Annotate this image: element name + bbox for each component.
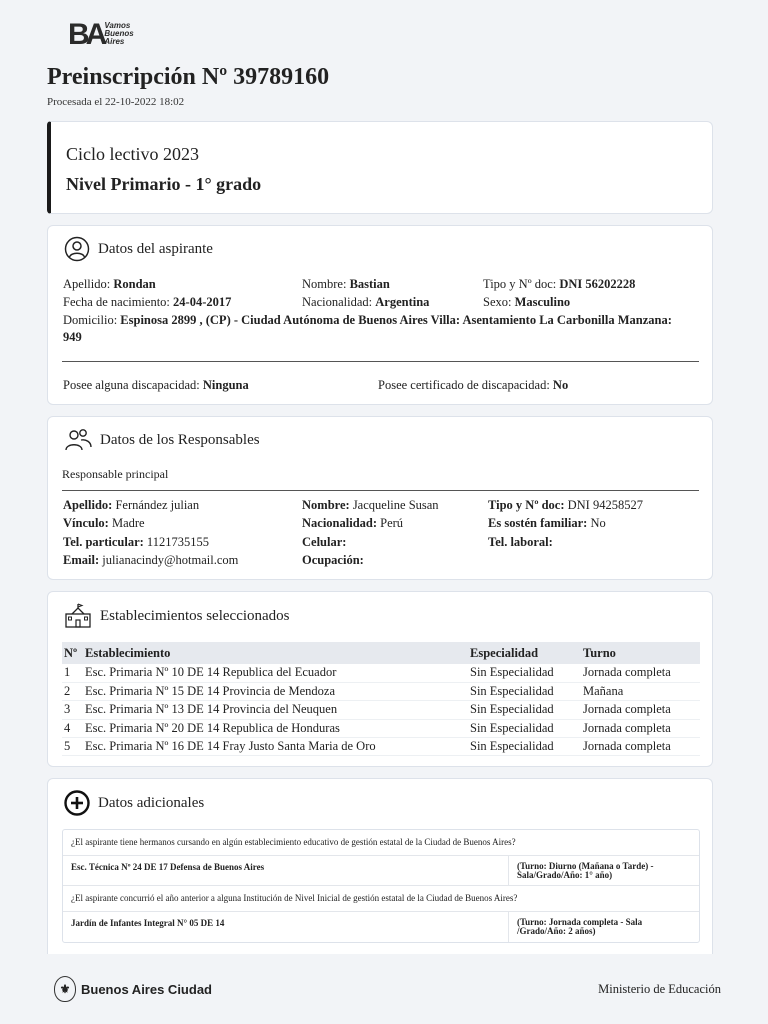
guardians-heading: Datos de los Responsables — [64, 427, 260, 453]
additional-card — [47, 778, 713, 954]
aspirant-sex: Sexo: Masculino — [483, 295, 571, 309]
aspirant-certificate: Posee certificado de discapacidad: No — [378, 378, 569, 392]
guardian-phone: Tel. particular: 1121735155 — [63, 535, 209, 549]
additional-answer-row — [63, 856, 699, 886]
user-icon — [64, 236, 90, 262]
guardian-email: Email: julianacindy@hotmail.com — [63, 553, 239, 567]
aspirant-birthdate: Fecha de nacimiento: 24-04-2017 — [63, 295, 232, 309]
additional-question: ¿El aspirante concurrió el año anterior a alguna Institución de Nivel Inicial de gestión estatal de la Ciudad de Buenos Aires? — [63, 886, 699, 912]
divider — [62, 361, 699, 362]
aspirant-card — [47, 225, 713, 405]
column-header: Establecimiento — [83, 642, 468, 664]
additional-detail: (Turno: Diurno (Mañana o Tarde) - Sala/Grado/Año: 1° año) — [517, 861, 654, 880]
guardian-surname: Apellido: Fernández julian — [63, 498, 200, 512]
aspirant-address: Domicilio: Espinosa 2899 , (CP) - Ciudad Autónoma de Buenos Aires Villa: Asentamiento La Carbonilla Manzana: — [63, 313, 672, 327]
aspirant-disability: Posee alguna discapacidad: Ninguna — [63, 378, 249, 392]
guardian-work-phone: Tel. laboral: — [488, 535, 553, 549]
people-icon — [64, 427, 92, 453]
column-header: Especialidad — [468, 642, 581, 664]
additional-answer-row — [63, 912, 699, 942]
processed-date: Procesada el 22-10-2022 18:02 — [47, 96, 185, 108]
table-row: 5 Esc. Primaria Nº 16 DE 14 Fray Justo Santa Maria de Oro Sin Especialidad Jornada completa — [62, 738, 700, 756]
guardian-doc: Tipo y Nº doc: DNI 94258527 — [488, 498, 643, 512]
ministry-label: Ministerio de Educación — [598, 982, 721, 996]
table-row: 3 Esc. Primaria Nº 13 DE 14 Provincia del Neuquen Sin Especialidad Jornada completa — [62, 701, 700, 719]
guardian-name: Nombre: Jacqueline Susan — [302, 498, 439, 512]
cycle-year: Ciclo lectivo 2023 — [66, 144, 199, 164]
schools-table — [62, 642, 700, 756]
page-title: Preinscripción Nº 39789160 — [47, 64, 330, 90]
guardian-nationality: Nacionalidad: Perú — [302, 516, 404, 530]
column-header: Turno — [581, 642, 700, 664]
guardian-occupation: Ocupación: — [302, 553, 364, 567]
additional-detail: (Turno: Jornada completa - Sala /Grado/Año: 2 años) — [517, 917, 643, 936]
additional-table — [62, 829, 700, 943]
aspirant-address-cont: 949 — [63, 330, 82, 344]
plus-circle-icon — [64, 790, 90, 816]
logo-text: Vamos Buenos Aires — [104, 21, 134, 46]
aspirant-nationality: Nacionalidad: Argentina — [302, 295, 430, 309]
table-row: 4 Esc. Primaria Nº 20 DE 14 Republica de Honduras Sin Especialidad Jornada completa — [62, 719, 700, 737]
guardians-card — [47, 416, 713, 580]
table-row: 1 Esc. Primaria Nº 10 DE 14 Republica del Ecuador Sin Especialidad Jornada completa — [62, 664, 700, 682]
guardian-mobile: Celular: — [302, 535, 347, 549]
additional-question: ¿El aspirante tiene hermanos cursando en algún establecimiento educativo de gestión estatal de la Ciudad de Buenos Aires? — [63, 830, 699, 856]
column-header: Nº — [62, 642, 83, 664]
guardian-link: Vínculo: Madre — [63, 516, 145, 530]
aspirant-doc: Tipo y Nº doc: DNI 56202228 — [483, 277, 636, 291]
guardians-subheading: Responsable principal — [62, 467, 169, 481]
additional-answer: Esc. Técnica Nº 24 DE 17 Defensa de Buenos Aires — [63, 856, 509, 885]
additional-heading: Datos adicionales — [64, 790, 204, 816]
guardian-support: Es sostén familiar: No — [488, 516, 606, 530]
school-building-icon — [64, 603, 92, 629]
table-header-row — [62, 642, 700, 664]
aspirant-heading: Datos del aspirante — [64, 236, 213, 262]
cycle-level: Nivel Primario - 1° grado — [66, 174, 262, 194]
aspirant-name: Nombre: Bastian — [302, 277, 390, 291]
cycle-card — [47, 121, 713, 214]
buenos-aires-ciudad-logo: ⚜ Buenos Aires Ciudad — [54, 976, 212, 1002]
table-row: 2 Esc. Primaria Nº 15 DE 14 Provincia de Mendoza Sin Especialidad Mañana — [62, 682, 700, 700]
vamos-buenos-aires-logo — [68, 20, 134, 50]
logo-mark: BA — [68, 18, 104, 51]
schools-heading: Establecimientos seleccionados — [64, 603, 290, 629]
aspirant-surname: Apellido: Rondan — [63, 277, 156, 291]
additional-answer: Jardín de Infantes Integral N° 05 DE 14 — [63, 912, 509, 942]
divider — [62, 490, 699, 491]
city-emblem-icon: ⚜ — [54, 976, 76, 1002]
schools-card — [47, 591, 713, 767]
